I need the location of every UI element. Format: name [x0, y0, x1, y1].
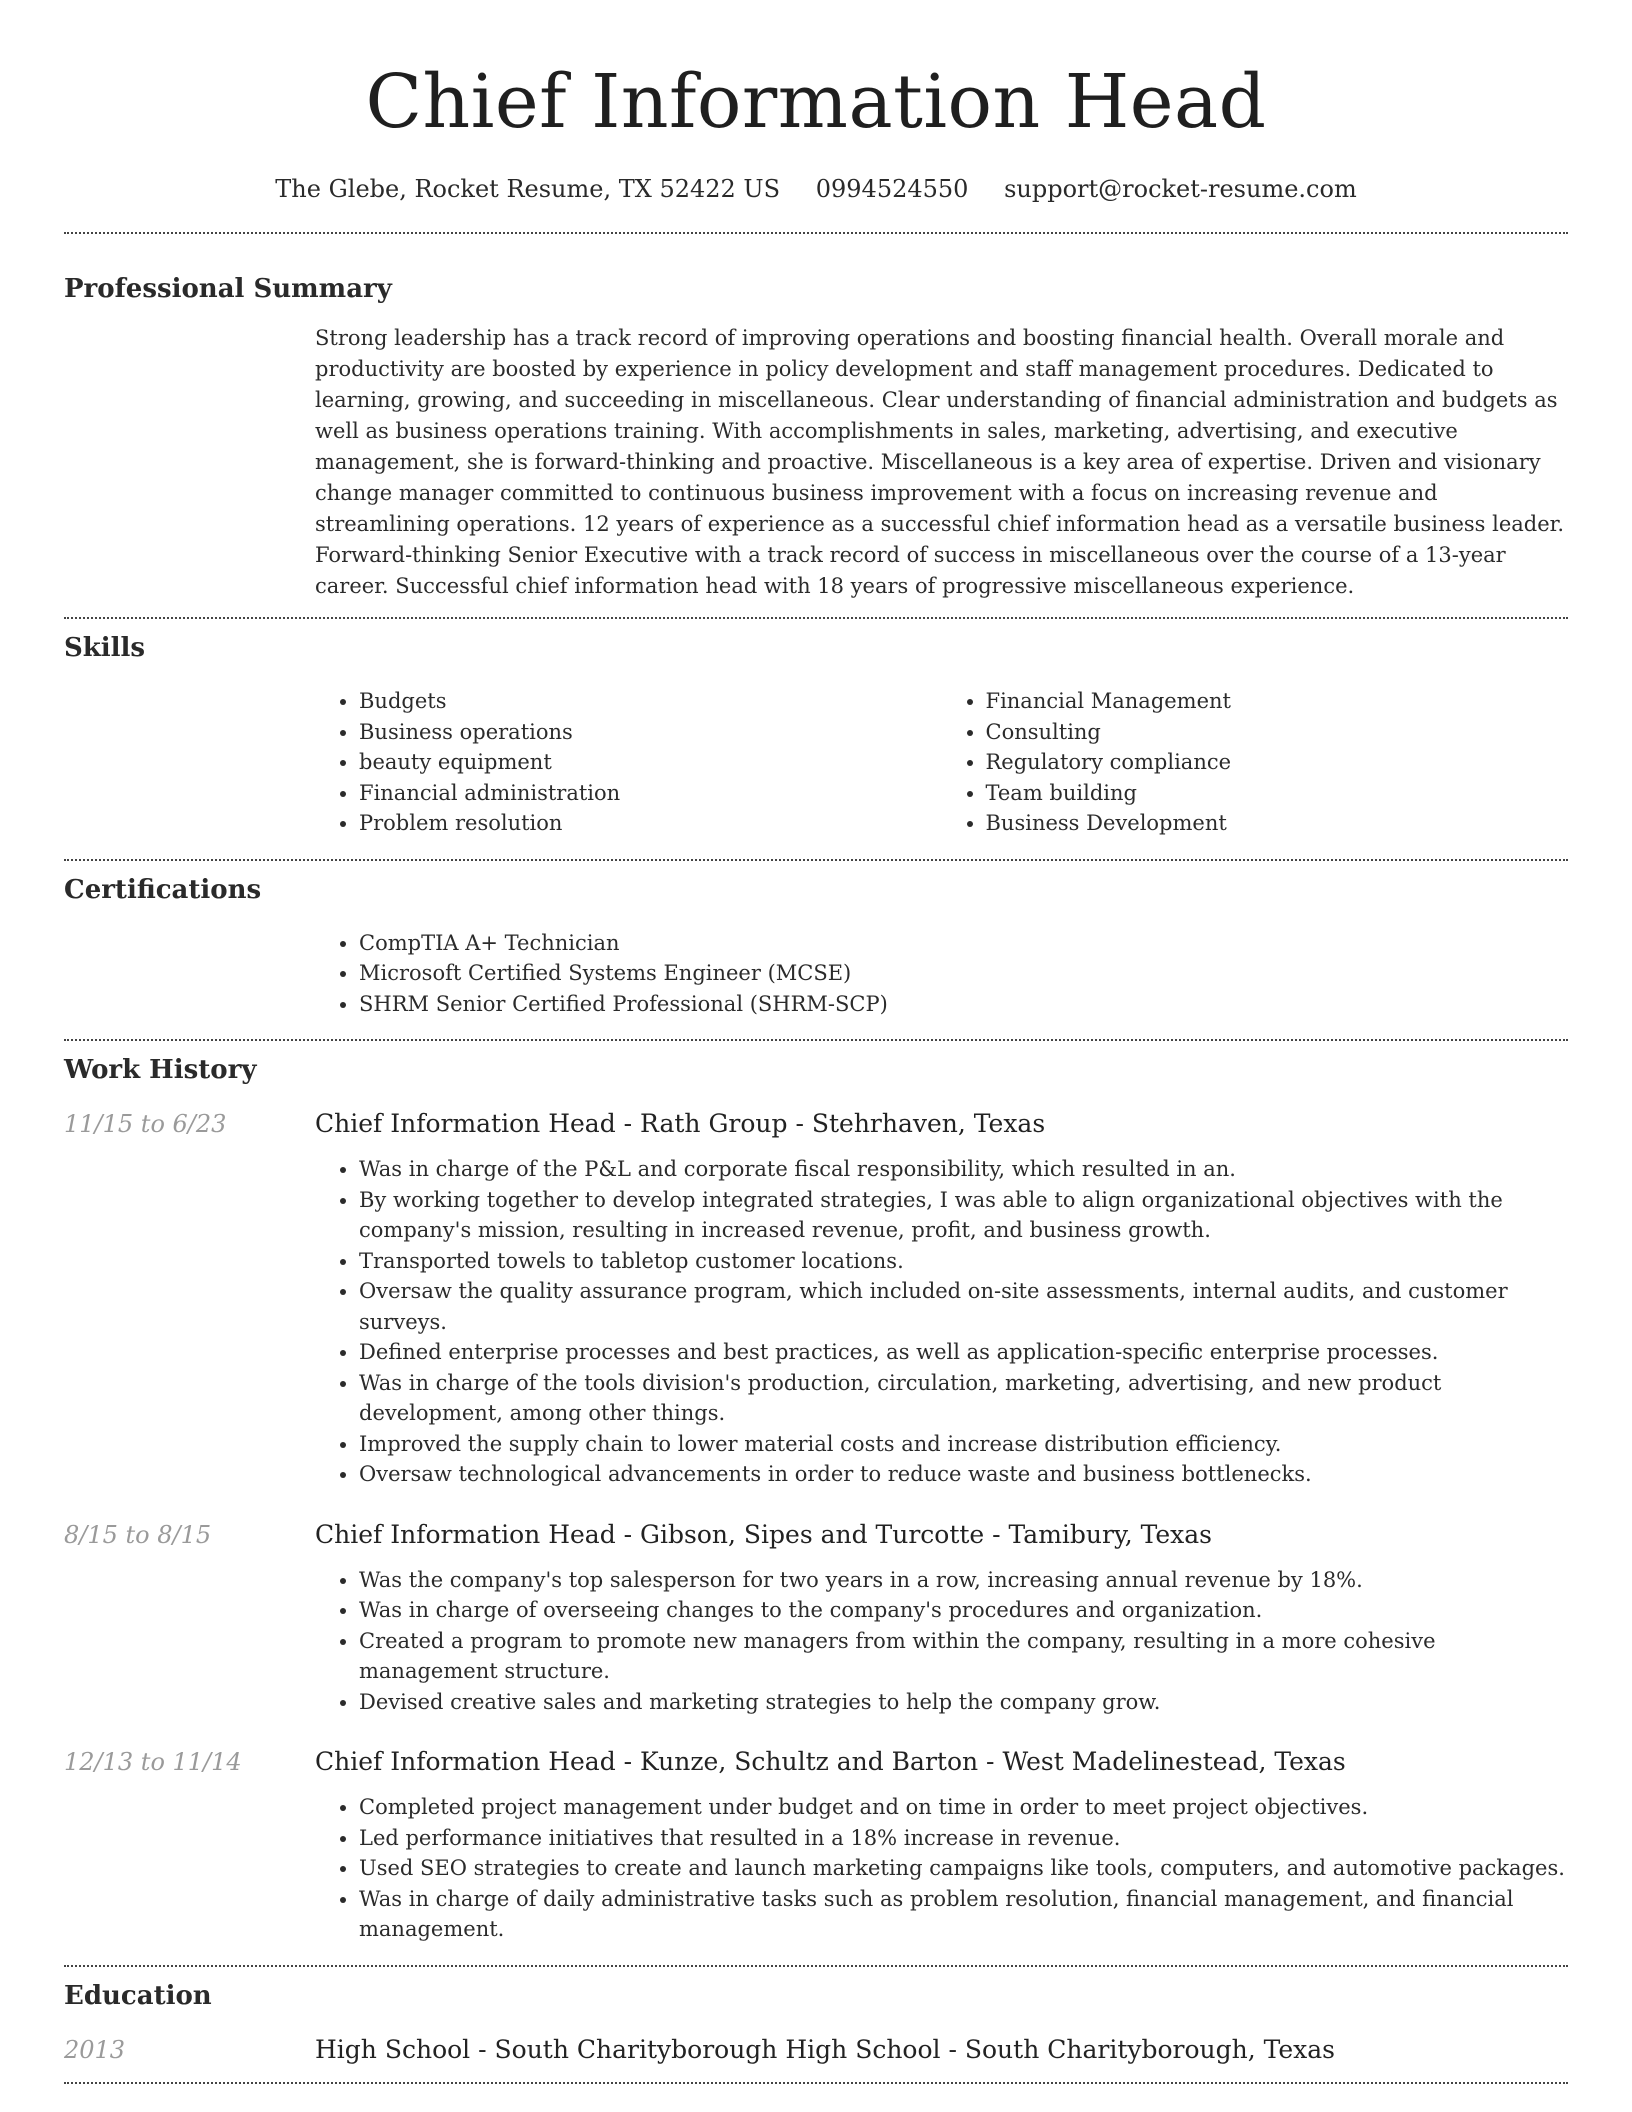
skills-list-right [942, 686, 1569, 839]
job-bullet: • Completed project management under budget and on time in order to meet project objectives. [359, 1792, 1568, 1823]
job-bullet: • Was in charge of overseeing changes to the company's procedures and organization. [359, 1595, 1568, 1626]
education-title: Education [64, 1980, 212, 2011]
job-bullet: • Transported towels to tabletop customer locations. [359, 1246, 1568, 1277]
job-bullet: • Created a program to promote new managers from within the company, resulting in a more cohesive management structure. [359, 1626, 1568, 1687]
job-bullets [315, 1792, 1568, 1945]
job-bullet: • Was in charge of the P&L and corporate fiscal responsibility, which resulted in an. [359, 1154, 1568, 1185]
job-header [64, 1109, 1568, 1138]
job-entry [64, 1109, 1568, 1490]
skill-item: • Business operations [359, 717, 942, 748]
divider [64, 617, 1568, 619]
job-bullet: • Devised creative sales and marketing strategies to help the company grow. [359, 1687, 1568, 1718]
skill-item: • Problem resolution [359, 808, 942, 839]
email-link[interactable]: support@rocket-resume.com [1004, 175, 1357, 203]
certification-item: • SHRM Senior Certified Professional (SHRM-SCP) [359, 989, 1568, 1020]
certifications-section [64, 873, 1568, 1020]
job-bullet: • Defined enterprise processes and best practices, as well as application-specific enterprise processes. [359, 1337, 1568, 1368]
education-title-text: High School - South Charityborough High School - South Charityborough, Texas [315, 2034, 1336, 2064]
divider [64, 232, 1568, 234]
job-bullet: • Oversaw technological advancements in order to reduce waste and business bottlenecks. [359, 1459, 1568, 1490]
skill-item: • Regulatory compliance [986, 747, 1569, 778]
job-bullet: • Led performance initiatives that resulted in a 18% increase in revenue. [359, 1823, 1568, 1854]
education-section [64, 1979, 1568, 2064]
job-bullets [315, 1154, 1568, 1490]
skill-item: • Consulting [986, 717, 1569, 748]
skill-item: • Financial administration [359, 778, 942, 809]
skill-item: • Business Development [986, 808, 1569, 839]
job-entry [64, 1520, 1568, 1718]
certification-item: • CompTIA A+ Technician [359, 928, 1568, 959]
job-bullet: • Improved the supply chain to lower material costs and increase distribution efficiency. [359, 1429, 1568, 1460]
divider [64, 1965, 1568, 1967]
skills-section [64, 631, 1568, 839]
job-date: 8/15 to 8/15 [64, 1520, 212, 1549]
divider [64, 859, 1568, 861]
job-header [64, 1520, 1568, 1549]
certification-item: • Microsoft Certified Systems Engineer (MCSE) [359, 958, 1568, 989]
job-title: Chief Information Head - Kunze, Schultz and Barton - West Madelinestead, Texas [315, 1747, 1346, 1776]
address-text: The Glebe, Rocket Resume, TX 52422 US [275, 175, 781, 203]
job-bullets [315, 1565, 1568, 1718]
summary-text: Strong leadership has a track record of improving operations and boosting financial health. Overall morale and productivity are boosted by experience in policy development and staff management procedures. Dedicated to learning, growing, and succeeding in miscellaneous. Clear understanding of financial administration and budgets as well as business operations training. With accomplishments in sales, marketing, advertising, and executive management, she is forward-thinking and proactive. Miscellaneous is a key area of expertise. Driven and visionary change manager committed to continuous business improvement with a focus on increasing revenue and streamlining operations. 12 years of experience as a successful chief information head as a versatile business leader. Forward-thinking Senior Executive with a track record of success in miscellaneous over the course of a 13-year career. Successful chief information head with 18 years of progressive miscellaneous experience. [315, 326, 1565, 598]
certifications-title: Certifications [64, 874, 262, 905]
skill-item: • beauty equipment [359, 747, 942, 778]
work-history-section [64, 1053, 1568, 1945]
skills-title: Skills [64, 633, 146, 663]
skills-list-left [315, 686, 942, 839]
certifications-list [315, 928, 1568, 1020]
job-entry [64, 1747, 1568, 1945]
skill-item: • Budgets [359, 686, 942, 717]
job-header [64, 1747, 1568, 1776]
education-date: 2013 [64, 2035, 126, 2064]
job-bullet: • Oversaw the quality assurance program, which included on-site assessments, internal audits, and customer surveys. [359, 1276, 1568, 1337]
resume-page [64, 0, 1568, 2084]
candidate-name: Chief Information Head [365, 59, 1267, 145]
divider [64, 2082, 1568, 2084]
job-date: 11/15 to 6/23 [64, 1110, 227, 1138]
contact-line [64, 172, 1568, 206]
skill-item: • Team building [986, 778, 1569, 809]
education-entry [64, 2035, 1568, 2064]
summary-title: Professional Summary [64, 274, 392, 304]
job-bullet: • Was in charge of the tools division's production, circulation, marketing, advertising, and new product development, among other things. [359, 1368, 1568, 1429]
summary-section [64, 272, 1568, 602]
job-bullet: • Was the company's top salesperson for two years in a row, increasing annual revenue by 18%. [359, 1565, 1568, 1596]
job-title: Chief Information Head - Gibson, Sipes and Turcotte - Tamibury, Texas [315, 1519, 1213, 1549]
job-bullet: • By working together to develop integrated strategies, I was able to align organizational objectives with the company's mission, resulting in increased revenue, profit, and business growth. [359, 1185, 1568, 1246]
work-history-title: Work History [64, 1055, 257, 1085]
phone-text: 0994524550 [815, 175, 969, 203]
job-title: Chief Information Head - Rath Group - Stehrhaven, Texas [315, 1109, 1046, 1138]
job-bullet: • Used SEO strategies to create and launch marketing campaigns like tools, computers, and automotive packages. [359, 1853, 1568, 1884]
job-bullet: • Was in charge of daily administrative tasks such as problem resolution, financial management, and financial management. [359, 1884, 1568, 1945]
skills-columns [315, 686, 1568, 839]
job-date: 12/13 to 11/14 [64, 1748, 242, 1776]
divider [64, 1039, 1568, 1041]
skill-item: • Financial Management [986, 686, 1569, 717]
